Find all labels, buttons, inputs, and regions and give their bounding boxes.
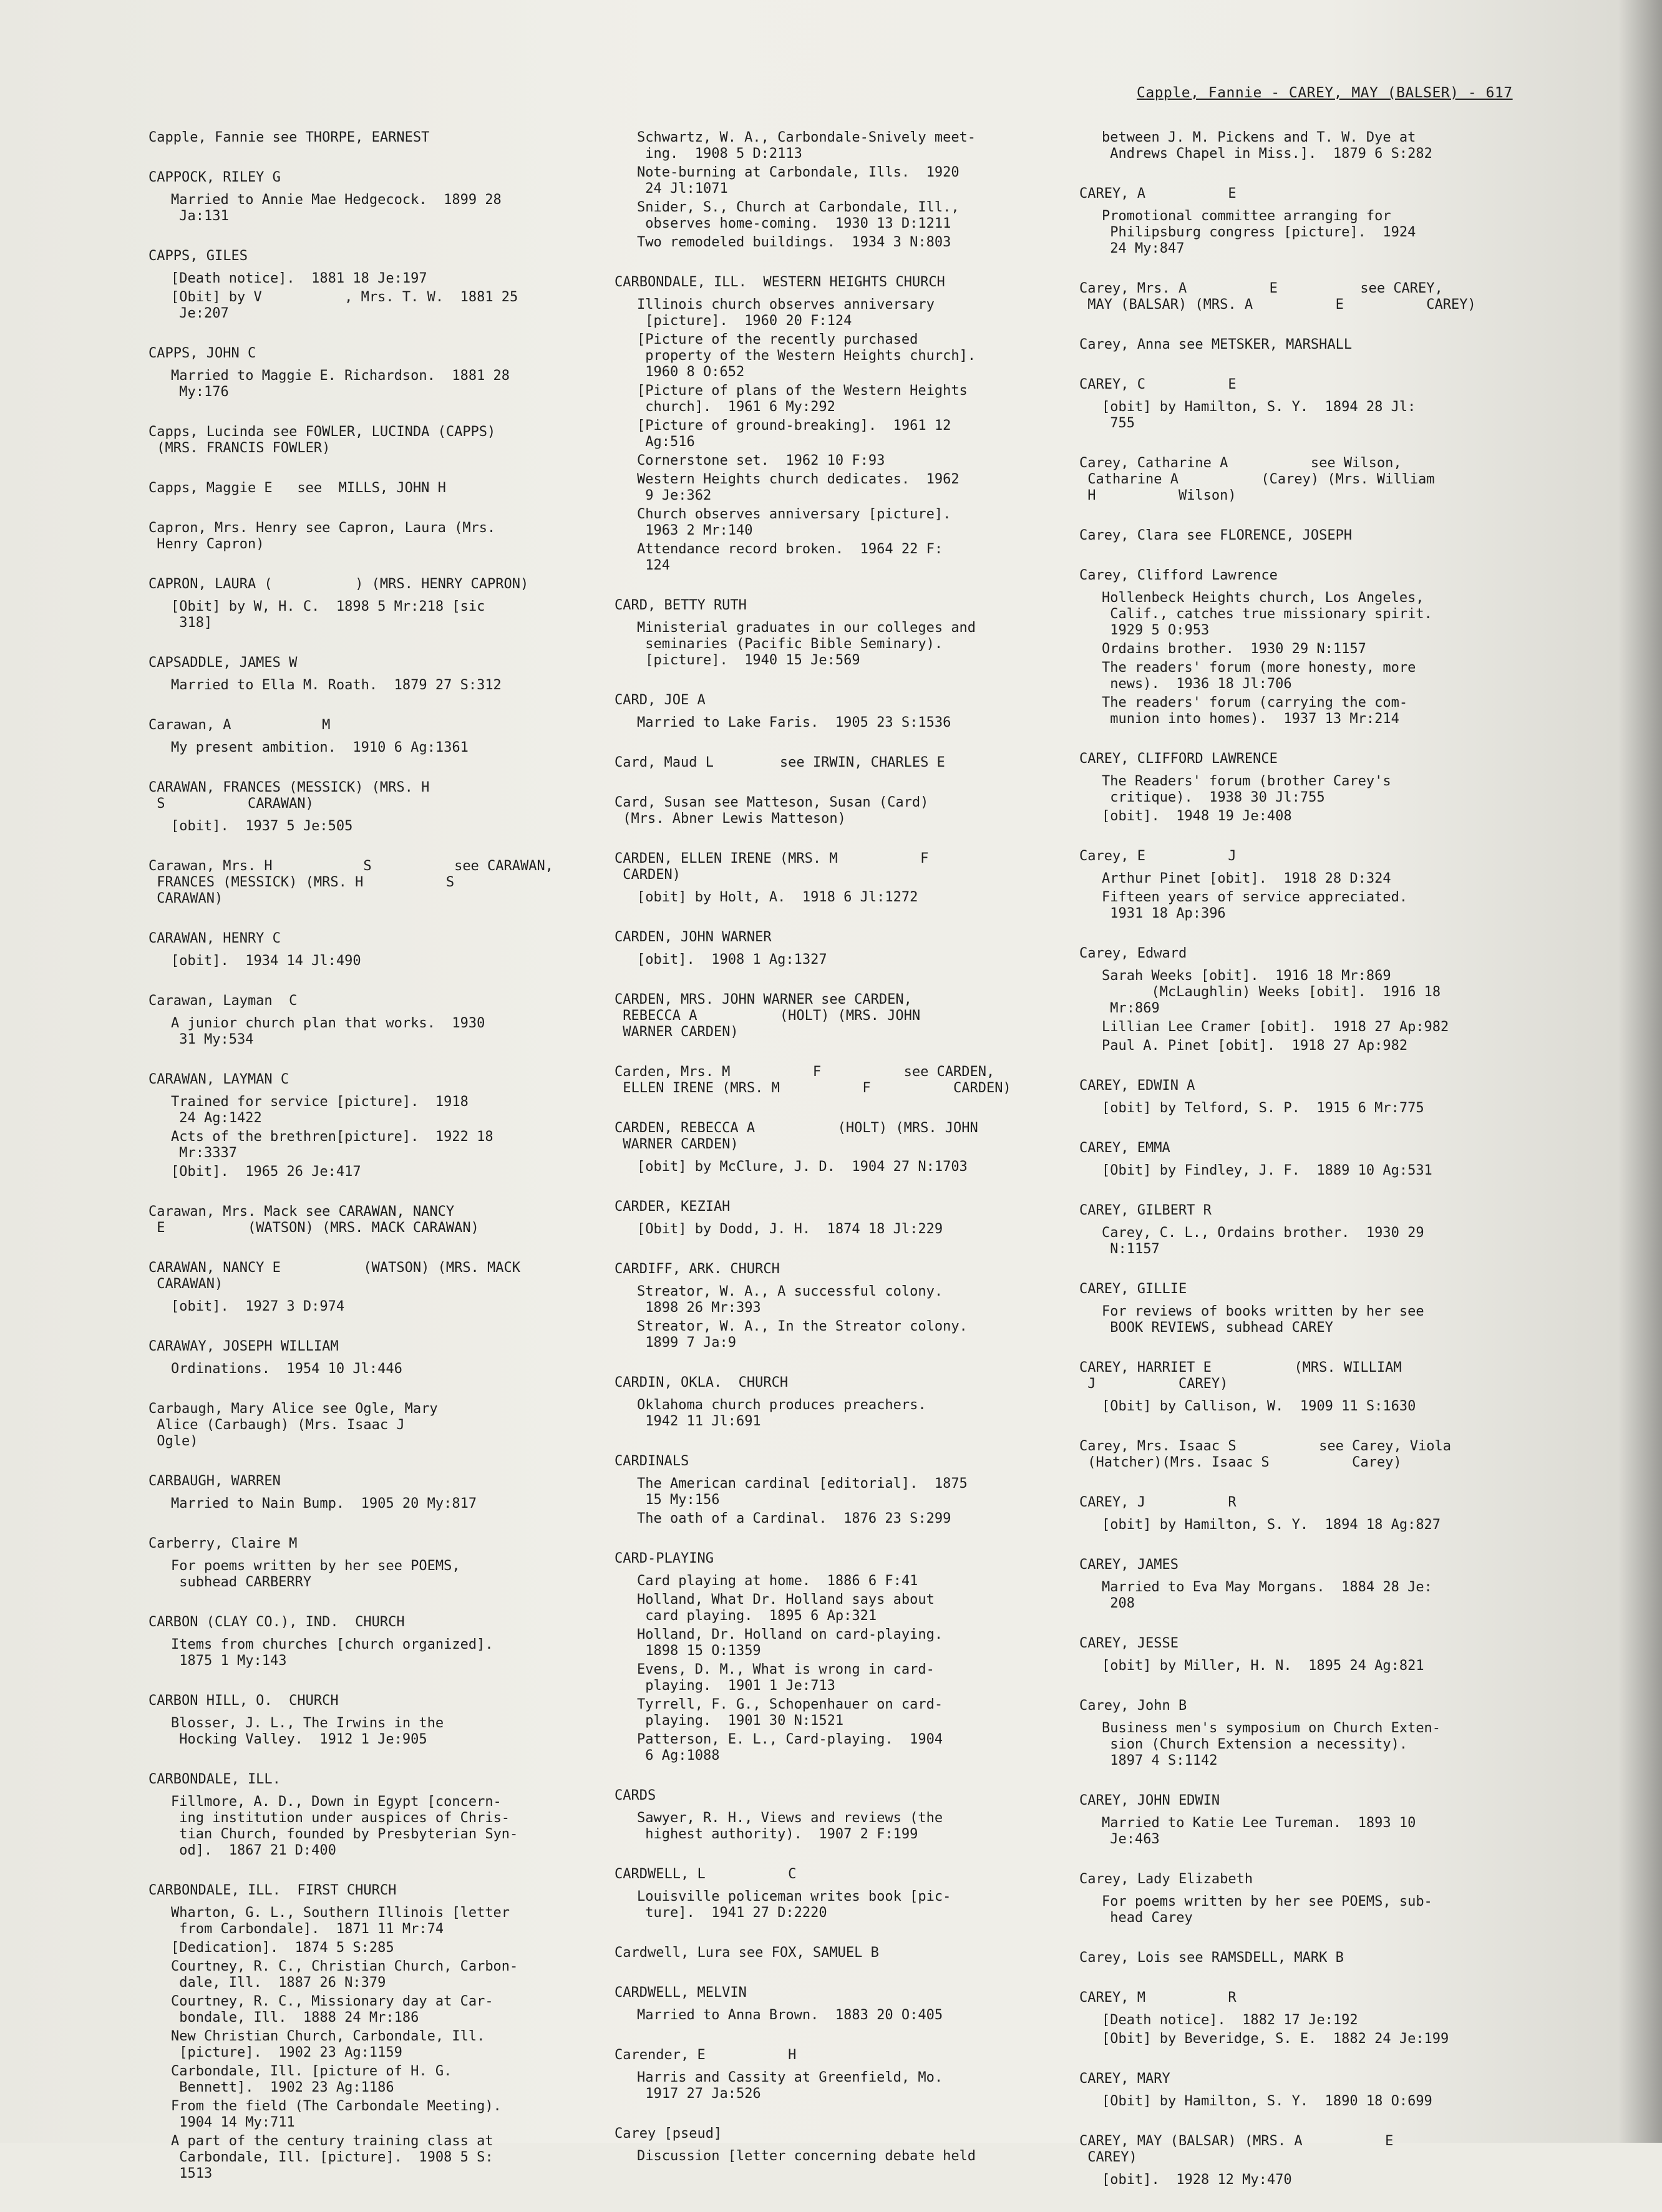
citation-line: [obit] by McClure, J. D. 1904 27 N:1703 — [637, 1159, 968, 1175]
citation-line: Ordains brother. 1930 29 N:1157 — [1102, 641, 1366, 657]
entry-heading: CARDWELL, L C — [615, 1866, 797, 1882]
index-entry — [148, 1204, 648, 1236]
entry-heading: CARD, BETTY RUTH — [615, 598, 747, 613]
citation-line: [Obit] by W, H. C. 1898 5 Mr:218 [sic 318] — [171, 599, 485, 631]
citation-line: Married to Nain Bump. 1905 20 My:817 — [171, 1496, 477, 1511]
entry-heading: CAREY, MAY (BALSAR) (MRS. A E CAREY) — [1079, 2133, 1394, 2165]
index-entry — [615, 1064, 1114, 1097]
entry-heading: Carey, E J — [1079, 848, 1237, 864]
entry-heading: CARBAUGH, WARREN — [148, 1473, 281, 1489]
entry-heading: CARDEN, JOHN WARNER — [615, 929, 772, 945]
citation-line: [obit]. 1937 5 Je:505 — [171, 818, 353, 834]
citation-line: Carbondale, Ill. [picture of H. G. Bennett]. 1902 23 Ag:1186 — [171, 2064, 452, 2095]
index-entry — [1079, 337, 1578, 353]
citation-line: Schwartz, W. A., Carbondale-Snively meet- ing. 1908 5 D:2113 — [637, 130, 976, 162]
citation-line: Lillian Lee Cramer [obit]. 1918 27 Ap:982 — [1102, 1019, 1449, 1035]
citation-line: [Death notice]. 1882 17 Je:192 — [1102, 2012, 1358, 2028]
index-entry — [1079, 946, 1578, 1054]
index-entry — [615, 274, 1114, 574]
entry-heading: CAPPS, JOHN C — [148, 346, 256, 361]
entry-heading: CARBONDALE, ILL. WESTERN HEIGHTS CHURCH — [615, 274, 945, 290]
index-entry — [148, 1473, 648, 1512]
citation-line: New Christian Church, Carbondale, Ill. [picture]. 1902 23 Ag:1159 — [171, 2029, 485, 2060]
index-entry — [1079, 1203, 1578, 1258]
entry-heading: Capps, Maggie E see MILLS, JOHN H — [148, 480, 446, 496]
entry-heading: Carey, Mrs. Isaac S see Carey, Viola (Hatcher)(Mrs. Isaac S Carey) — [1079, 1438, 1452, 1470]
index-entry — [615, 1866, 1114, 1921]
citation-line: [obit]. 1948 19 Je:408 — [1102, 808, 1292, 824]
index-entry — [1079, 568, 1578, 727]
citation-line: Married to Eva May Morgans. 1884 28 Je: 208 — [1102, 1579, 1432, 1611]
entry-heading: CARDINALS — [615, 1453, 689, 1469]
citation-line: For poems written by her see POEMS, subhead CARBERRY — [171, 1558, 460, 1590]
citation-line: [obit] by Miller, H. N. 1895 24 Ag:821 — [1102, 1658, 1424, 1674]
entry-heading: CARAWAN, LAYMAN C — [148, 1072, 289, 1087]
entry-heading: Carden, Mrs. M F see CARDEN, ELLEN IRENE (MRS. M F CARDEN) — [615, 1064, 1011, 1096]
index-entry — [1079, 1636, 1578, 1674]
index-entry — [148, 1772, 648, 1859]
citation-line: Streator, W. A., A successful colony. 1898 26 Mr:393 — [637, 1284, 943, 1316]
citation-line: Carey, C. L., Ordains brother. 1930 29 N:1157 — [1102, 1225, 1424, 1257]
index-entry — [148, 576, 648, 631]
index-entry — [1079, 1078, 1578, 1117]
citation-line: Ordinations. 1954 10 Jl:446 — [171, 1361, 402, 1377]
entry-heading: CAREY, EDWIN A — [1079, 1078, 1195, 1094]
entry-heading: CARBONDALE, ILL. — [148, 1772, 281, 1787]
citation-line: Items from churches [church organized]. 1875 1 My:143 — [171, 1637, 493, 1669]
index-column-2 — [615, 130, 1114, 2188]
citation-line: Wharton, G. L., Southern Illinois [letter from Carbondale]. 1871 11 Mr:74 — [171, 1905, 510, 1937]
entry-heading: CAPSADDLE, JAMES W — [148, 655, 298, 671]
entry-heading: CAREY, MARY — [1079, 2071, 1170, 2087]
citation-line: Louisville policeman writes book [pic- ture]. 1941 27 D:2220 — [637, 1889, 951, 1921]
index-entry — [1079, 2133, 1578, 2188]
entry-heading: CARDEN, MRS. JOHN WARNER see CARDEN, REBECCA A (HOLT) (MRS. JOHN WARNER CARDEN) — [615, 992, 921, 1040]
citation-line: Holland, What Dr. Holland says about card playing. 1895 6 Ap:321 — [637, 1592, 935, 1624]
entry-heading: CARDIFF, ARK. CHURCH — [615, 1261, 780, 1277]
citation-line: From the field (The Carbondale Meeting). 1904 14 My:711 — [171, 2098, 502, 2130]
index-entry — [615, 1375, 1114, 1430]
citation-line: [obit]. 1934 14 Jl:490 — [171, 953, 361, 969]
index-entry — [615, 1453, 1114, 1527]
index-entry — [1079, 1871, 1578, 1926]
index-entry — [615, 1788, 1114, 1843]
index-entry — [615, 1985, 1114, 2024]
citation-line: Paul A. Pinet [obit]. 1918 27 Ap:982 — [1102, 1038, 1408, 1054]
entry-heading: CAREY, EMMA — [1079, 1140, 1170, 1156]
index-entry — [1079, 130, 1578, 162]
entry-heading: Carawan, Mrs. Mack see CARAWAN, NANCY E (WATSON) (MRS. MACK CARAWAN) — [148, 1204, 479, 1236]
entry-heading: CAREY, A E — [1079, 186, 1237, 201]
index-column-3 — [1079, 130, 1578, 2212]
entry-heading: Cardwell, Lura see FOX, SAMUEL B — [615, 1945, 879, 1961]
entry-heading: Carawan, Layman C — [148, 993, 298, 1009]
index-entry — [615, 2126, 1114, 2165]
citation-line: Married to Katie Lee Tureman. 1893 10 Je:463 — [1102, 1815, 1416, 1847]
citation-line: Married to Anna Brown. 1883 20 O:405 — [637, 2007, 943, 2023]
entry-heading: CARAWAN, HENRY C — [148, 931, 281, 946]
entry-heading: Carey, Edward — [1079, 946, 1187, 961]
index-entry — [148, 1693, 648, 1748]
index-entry — [148, 1339, 648, 1377]
citation-line: Courtney, R. C., Missionary day at Car- bondale, Ill. 1888 24 Mr:186 — [171, 1994, 493, 2025]
citation-line: [Death notice]. 1881 18 Je:197 — [171, 271, 427, 286]
citation-line: Fifteen years of service appreciated. 1931 18 Ap:396 — [1102, 890, 1408, 921]
entry-heading: CAREY, J R — [1079, 1495, 1237, 1510]
entry-heading: CAPPOCK, RILEY G — [148, 170, 281, 185]
index-entry — [1079, 281, 1578, 313]
citation-line: Courtney, R. C., Christian Church, Carbon- dale, Ill. 1887 26 N:379 — [171, 1959, 518, 1991]
index-entry — [615, 1945, 1114, 1961]
index-entry — [148, 931, 648, 969]
index-column-1 — [148, 130, 648, 2206]
entry-heading: CAREY, HARRIET E (MRS. WILLIAM J CAREY) — [1079, 1360, 1402, 1392]
citation-line: Ministerial graduates in our colleges and seminaries (Pacific Bible Seminary). [picture]. 1940 15 Je:569 — [637, 620, 976, 668]
binding-shadow — [1618, 0, 1662, 2143]
citation-line: Western Heights church dedicates. 1962 9 Je:362 — [637, 472, 960, 503]
citation-line: [Picture of ground-breaking]. 1961 12 Ag:516 — [637, 418, 951, 450]
entry-heading: CARBON (CLAY CO.), IND. CHURCH — [148, 1614, 405, 1630]
entry-heading: CARDS — [615, 1788, 656, 1803]
citation-line: [Obit] by Hamilton, S. Y. 1890 18 O:699 — [1102, 2093, 1432, 2109]
index-entry — [1079, 1698, 1578, 1769]
entry-heading: CAREY, GILBERT R — [1079, 1203, 1212, 1218]
citation-line: [obit] by Holt, A. 1918 6 Jl:1272 — [637, 890, 918, 905]
citation-line: Married to Lake Faris. 1905 23 S:1536 — [637, 715, 951, 730]
index-entry — [1079, 1281, 1578, 1336]
citation-line: Sarah Weeks [obit]. 1916 18 Mr:869 (McLaughlin) Weeks [obit]. 1916 18 Mr:869 — [1102, 968, 1441, 1016]
index-entry — [615, 851, 1114, 906]
entry-heading: Carey, Catharine A see Wilson, Catharine A (Carey) (Mrs. William H Wilson) — [1079, 455, 1435, 503]
index-entry — [615, 929, 1114, 968]
citation-line: [obit]. 1928 12 My:470 — [1102, 2172, 1292, 2188]
index-entry — [1079, 377, 1578, 432]
index-entry — [615, 1551, 1114, 1764]
index-entry — [1079, 1990, 1578, 2047]
citation-line: A junior church plan that works. 1930 31 My:534 — [171, 1016, 485, 1047]
citation-line: Blosser, J. L., The Irwins in the Hocking Valley. 1912 1 Je:905 — [171, 1715, 444, 1747]
index-entry — [1079, 186, 1578, 257]
citation-line: For reviews of books written by her see BOOK REVIEWS, subhead CAREY — [1102, 1304, 1424, 1336]
citation-line: Fillmore, A. D., Down in Egypt [concern- ing institution under auspices of Chris- tian Church, founded by Presbyterian Syn- od]. 1867 21 D:400 — [171, 1794, 518, 1858]
index-entry — [1079, 1557, 1578, 1612]
citation-line: [obit] by Telford, S. P. 1915 6 Mr:775 — [1102, 1100, 1424, 1116]
citation-line: Married to Ella M. Roath. 1879 27 S:312 — [171, 677, 502, 693]
entry-heading: CARBON HILL, O. CHURCH — [148, 1693, 339, 1709]
entry-heading: CARBONDALE, ILL. FIRST CHURCH — [148, 1883, 397, 1898]
entry-heading: Carey, Anna see METSKER, MARSHALL — [1079, 337, 1353, 352]
entry-heading: Capron, Mrs. Henry see Capron, Laura (Mrs. Henry Capron) — [148, 520, 496, 552]
entry-heading: CAREY, C E — [1079, 377, 1237, 392]
citation-line: Tyrrell, F. G., Schopenhauer on card- playing. 1901 30 N:1521 — [637, 1697, 943, 1729]
entry-heading: Carey [pseud] — [615, 2126, 722, 2142]
index-entry — [148, 1536, 648, 1591]
entry-heading: Carey, John B — [1079, 1698, 1187, 1714]
index-entry — [615, 692, 1114, 731]
entry-heading: CAREY, JESSE — [1079, 1636, 1178, 1651]
citation-line: Two remodeled buildings. 1934 3 N:803 — [637, 235, 951, 250]
entry-heading: Capps, Lucinda see FOWLER, LUCINDA (CAPPS) (MRS. FRANCIS FOWLER) — [148, 424, 496, 456]
citation-line: [Obit] by Beveridge, S. E. 1882 24 Je:199 — [1102, 2031, 1449, 2047]
citation-line: For poems written by her see POEMS, sub- head Carey — [1102, 1894, 1432, 1926]
citation-line: A part of the century training class at Carbondale, Ill. [picture]. 1908 5 S: 1513 — [171, 2133, 493, 2181]
index-entry — [148, 1614, 648, 1669]
running-head: Capple, Fannie - CAREY, MAY (BALSER) - 617 — [1137, 85, 1513, 101]
entry-heading: CARDWELL, MELVIN — [615, 1985, 747, 2001]
entry-heading: Carey, Clara see FLORENCE, JOSEPH — [1079, 528, 1353, 543]
entry-heading: Carey, Mrs. A E see CAREY, MAY (BALSAR) (MRS. A E CAREY) — [1079, 281, 1476, 313]
citation-line: [Obit] by Findley, J. F. 1889 10 Ag:531 — [1102, 1163, 1432, 1178]
index-entry — [1079, 848, 1578, 922]
entry-heading: CARD, JOE A — [615, 692, 706, 708]
citation-line: Arthur Pinet [obit]. 1918 28 D:324 — [1102, 871, 1391, 886]
citation-line: Streator, W. A., In the Streator colony. 1899 7 Ja:9 — [637, 1319, 968, 1351]
index-entry — [148, 480, 648, 497]
citation-line: My present ambition. 1910 6 Ag:1361 — [171, 740, 469, 755]
entry-heading: CAREY, GILLIE — [1079, 1281, 1187, 1297]
citation-line: Business men's symposium on Church Exten- sion (Church Extension a necessity). 1897 4 S:1142 — [1102, 1720, 1441, 1768]
index-entry — [148, 858, 648, 907]
citation-line: The Readers' forum (brother Carey's critique). 1938 30 Jl:755 — [1102, 774, 1391, 805]
citation-line: Acts of the brethren[picture]. 1922 18 Mr:3337 — [171, 1129, 493, 1161]
citation-line: Snider, S., Church at Carbondale, Ill., observes home-coming. 1930 13 D:1211 — [637, 200, 960, 231]
entry-heading: CAPRON, LAURA ( ) (MRS. HENRY CAPRON) — [148, 576, 529, 592]
index-entry — [148, 1260, 648, 1315]
index-entry — [148, 130, 648, 146]
citation-line: Married to Maggie E. Richardson. 1881 28 My:176 — [171, 368, 510, 400]
citation-line: [obit] by Hamilton, S. Y. 1894 18 Ag:827 — [1102, 1517, 1441, 1533]
citation-line: Trained for service [picture]. 1918 24 Ag:1422 — [171, 1094, 469, 1126]
citation-line: [Picture of plans of the Western Heights church]. 1961 6 My:292 — [637, 383, 968, 415]
index-entry — [1079, 2071, 1578, 2110]
entry-heading: CAREY, JAMES — [1079, 1557, 1178, 1573]
citation-line: [Obit] by Callison, W. 1909 11 S:1630 — [1102, 1399, 1416, 1414]
citation-line: Cornerstone set. 1962 10 F:93 — [637, 453, 885, 468]
entry-heading: Carey, Lady Elizabeth — [1079, 1871, 1253, 1887]
index-entry — [1079, 1793, 1578, 1848]
index-entry — [148, 780, 648, 835]
entry-heading: CARAWAN, FRANCES (MESSICK) (MRS. H S CARAWAN) — [148, 780, 430, 812]
citation-line: [Obit] by Dodd, J. H. 1874 18 Jl:229 — [637, 1221, 943, 1237]
citation-line: [obit]. 1908 1 Ag:1327 — [637, 952, 827, 968]
citation-line: Holland, Dr. Holland on card-playing. 1898 15 O:1359 — [637, 1627, 943, 1659]
citation-line: [Picture of the recently purchased property of the Western Heights church]. 1960 8 O:652 — [637, 332, 976, 380]
citation-line: The American cardinal [editorial]. 1875 15 My:156 — [637, 1476, 968, 1508]
entry-heading: CARDIN, OKLA. CHURCH — [615, 1375, 789, 1390]
index-entry — [615, 1199, 1114, 1238]
entry-heading: Carey, Clifford Lawrence — [1079, 568, 1278, 583]
citation-line: Note-burning at Carbondale, Ills. 1920 24 Jl:1071 — [637, 165, 960, 196]
index-entry — [148, 1883, 648, 2182]
index-entry — [615, 755, 1114, 771]
index-entry — [148, 424, 648, 457]
citation-line: Sawyer, R. H., Views and reviews (the highest authority). 1907 2 F:199 — [637, 1810, 943, 1842]
index-entry — [148, 170, 648, 225]
citation-line: Hollenbeck Heights church, Los Angeles, Calif., catches true missionary spirit. 1929 5 O:953 — [1102, 590, 1432, 638]
index-entry — [1079, 1140, 1578, 1179]
citation-line: The readers' forum (carrying the com- munion into homes). 1937 13 Mr:214 — [1102, 695, 1408, 727]
citation-line: Oklahoma church produces preachers. 1942 11 Jl:691 — [637, 1397, 926, 1429]
index-entry — [148, 717, 648, 756]
index-entry — [148, 1072, 648, 1180]
index-entry — [615, 130, 1114, 251]
entry-heading: CAREY, CLIFFORD LAWRENCE — [1079, 751, 1278, 767]
entry-heading: CARDEN, REBECCA A (HOLT) (MRS. JOHN WARNER CARDEN) — [615, 1120, 978, 1152]
citation-line: Card playing at home. 1886 6 F:41 — [637, 1573, 918, 1589]
index-entry — [615, 1261, 1114, 1351]
entry-heading: CAPPS, GILES — [148, 248, 248, 264]
entry-heading: Carberry, Claire M — [148, 1536, 298, 1551]
citation-line: Illinois church observes anniversary [picture]. 1960 20 F:124 — [637, 297, 935, 329]
citation-line: Patterson, E. L., Card-playing. 1904 6 Ag:1088 — [637, 1732, 943, 1763]
entry-heading: CAREY, M R — [1079, 1990, 1237, 2006]
citation-line: [obit]. 1927 3 D:974 — [171, 1299, 345, 1314]
citation-line: [Dedication]. 1874 5 S:285 — [171, 1940, 394, 1956]
citation-line: [Obit] by V , Mrs. T. W. 1881 25 Je:207 — [171, 289, 518, 321]
entry-heading: Carbaugh, Mary Alice see Ogle, Mary Alice (Carbaugh) (Mrs. Isaac J Ogle) — [148, 1401, 438, 1449]
index-entry — [148, 1401, 648, 1450]
citation-line: Attendance record broken. 1964 22 F: 124 — [637, 541, 943, 573]
index-entry — [1079, 751, 1578, 825]
citation-line: The oath of a Cardinal. 1876 23 S:299 — [637, 1511, 951, 1526]
index-entry — [148, 346, 648, 400]
index-entry — [615, 598, 1114, 669]
citation-line: Married to Annie Mae Hedgecock. 1899 28 Ja:131 — [171, 192, 502, 224]
citation-line: [Obit]. 1965 26 Je:417 — [171, 1164, 361, 1180]
citation-line: Harris and Cassity at Greenfield, Mo. 1917 27 Ja:526 — [637, 2070, 943, 2102]
index-entry — [615, 795, 1114, 827]
entry-heading: Capple, Fannie see THORPE, EARNEST — [148, 130, 430, 145]
entry-heading: CAREY, JOHN EDWIN — [1079, 1793, 1220, 1808]
index-entry — [148, 655, 648, 694]
citation-line: Evens, D. M., What is wrong in card- playing. 1901 1 Je:713 — [637, 1662, 935, 1694]
entry-heading: Card, Susan see Matteson, Susan (Card) (Mrs. Abner Lewis Matteson) — [615, 795, 929, 827]
entry-heading: CARAWAN, NANCY E (WATSON) (MRS. MACK CARAWAN) — [148, 1260, 521, 1292]
citation-line: Church observes anniversary [picture]. 1963 2 Mr:140 — [637, 507, 951, 538]
index-entry — [148, 248, 648, 322]
entry-heading: Carawan, Mrs. H S see CARAWAN, FRANCES (MESSICK) (MRS. H S CARAWAN) — [148, 858, 554, 906]
entry-heading: Card, Maud L see IRWIN, CHARLES E — [615, 755, 945, 770]
entry-heading: CARAWAY, JOSEPH WILLIAM — [148, 1339, 339, 1354]
citation-line: [obit] by Hamilton, S. Y. 1894 28 Jl: 755 — [1102, 399, 1416, 431]
index-entry — [615, 992, 1114, 1041]
entry-heading: CARDEN, ELLEN IRENE (MRS. M F CARDEN) — [615, 851, 929, 883]
citation-line: Discussion [letter concerning debate held — [637, 2148, 976, 2164]
citation-line: Promotional committee arranging for Philipsburg congress [picture]. 1924 24 My:847 — [1102, 208, 1416, 256]
index-entry — [148, 993, 648, 1048]
index-entry — [1079, 1360, 1578, 1415]
index-entry — [1079, 1438, 1578, 1471]
index-entry — [615, 1120, 1114, 1175]
index-entry — [1079, 455, 1578, 504]
entry-heading: CARD-PLAYING — [615, 1551, 714, 1566]
index-entry — [1079, 528, 1578, 544]
index-entry — [615, 2047, 1114, 2102]
entry-heading: Carender, E H — [615, 2047, 797, 2063]
citation-line: The readers' forum (more honesty, more news). 1936 18 Jl:706 — [1102, 660, 1416, 692]
index-entry — [1079, 1495, 1578, 1533]
citation-line: between J. M. Pickens and T. W. Dye at Andrews Chapel in Miss.]. 1879 6 S:282 — [1102, 130, 1432, 162]
entry-heading: CARDER, KEZIAH — [615, 1199, 731, 1215]
index-entry — [148, 520, 648, 553]
entry-heading: Carawan, A M — [148, 717, 331, 733]
index-entry — [1079, 1950, 1578, 1966]
entry-heading: Carey, Lois see RAMSDELL, MARK B — [1079, 1950, 1344, 1966]
